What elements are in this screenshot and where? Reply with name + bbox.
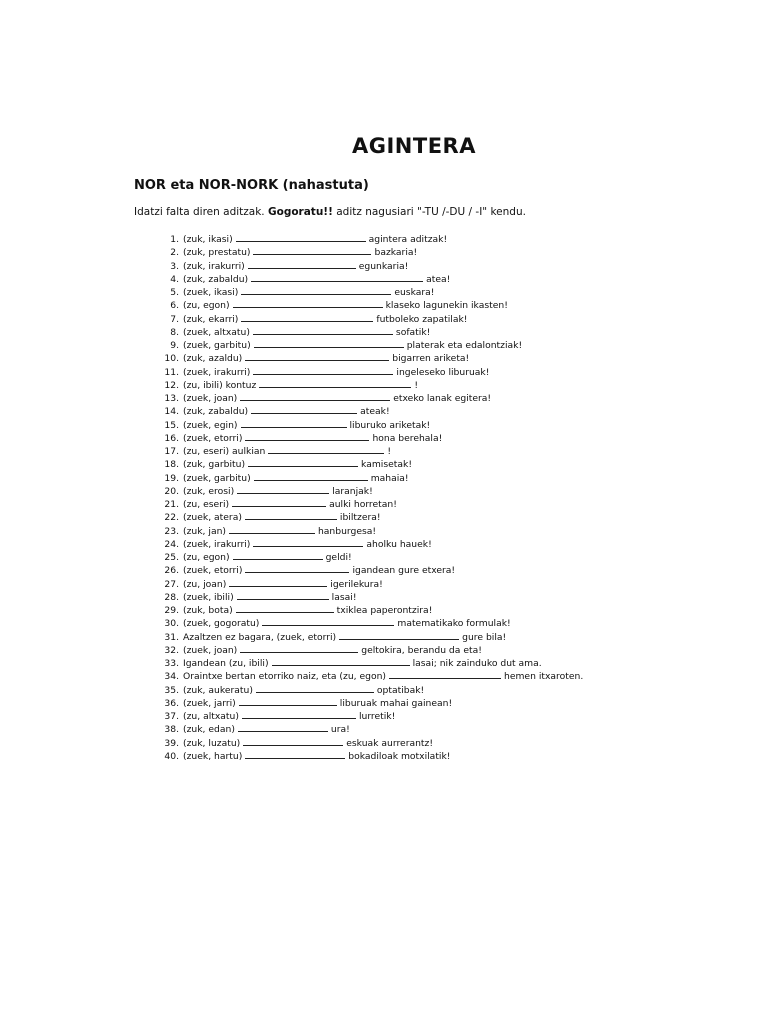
item-number: 28.: [164, 591, 179, 603]
item-number: 35.: [164, 684, 179, 696]
exercise-item: [145, 630, 583, 643]
answer-blank: [256, 683, 374, 693]
item-prompt: (zuk, bota): [183, 605, 233, 616]
exercise-item: [145, 497, 583, 510]
item-prompt: (zuek, jarri): [183, 697, 236, 709]
item-prompt: (zuek, atera): [183, 512, 242, 524]
item-number: 38.: [164, 724, 179, 736]
answer-blank: [272, 656, 410, 666]
item-prompt: (zuk, edan): [183, 724, 235, 736]
item-continuation: lasai; nik zainduko dut ama.: [412, 658, 542, 669]
exercise-item: [145, 338, 583, 351]
item-number: 22.: [164, 512, 179, 524]
answer-blank: [236, 603, 334, 613]
exercise-item: [145, 709, 583, 722]
exercise-item: [145, 365, 583, 378]
page-title: AGINTERA: [352, 134, 476, 158]
item-prompt: (zuek, ibili): [183, 591, 234, 603]
item-continuation: igandean gure etxera!: [352, 565, 456, 577]
item-number: 39.: [164, 737, 179, 749]
item-prompt: (zuk, luzatu): [183, 737, 241, 749]
item-continuation: ura!: [330, 724, 350, 736]
item-number: 14.: [164, 406, 179, 418]
item-continuation: lurretik!: [358, 711, 396, 722]
item-number: 40.: [164, 750, 179, 762]
item-number: 34.: [164, 671, 179, 683]
item-number: 29.: [164, 605, 179, 616]
item-prompt: (zuk, irakurri): [183, 260, 245, 272]
item-prompt: (zuek, irakurri): [183, 538, 251, 550]
exercise-item: [145, 457, 583, 470]
exercise-item: [145, 351, 583, 364]
answer-blank: [253, 365, 393, 375]
answer-blank: [248, 457, 358, 467]
answer-blank: [254, 338, 404, 348]
item-prompt: (zuek, garbitu): [183, 472, 251, 484]
answer-blank: [229, 524, 315, 534]
item-number: 13.: [164, 393, 179, 404]
item-prompt: Igandean (zu, ibili): [183, 658, 269, 669]
exercise-item: [145, 563, 583, 576]
item-continuation: liburuko ariketak!: [349, 419, 431, 431]
item-continuation: !: [414, 379, 418, 391]
item-number: 1.: [170, 234, 179, 245]
item-number: 8.: [170, 326, 179, 338]
item-prompt: (zuek, garbitu): [183, 340, 251, 351]
item-number: 9.: [170, 340, 179, 351]
exercise-item: [145, 524, 583, 537]
answer-blank: [245, 749, 345, 759]
answer-blank: [237, 484, 329, 494]
answer-blank: [240, 643, 358, 653]
item-prompt: (zuek, etorri): [183, 432, 243, 444]
item-number: 2.: [170, 247, 179, 259]
exercise-item: [145, 431, 583, 444]
exercise-item: [145, 391, 583, 404]
exercise-item: [145, 285, 583, 298]
answer-blank: [254, 471, 368, 481]
exercise-item: [145, 484, 583, 497]
item-prompt: (zu, ibili) kontuz: [183, 379, 257, 391]
item-prompt: (zuk, prestatu): [183, 247, 251, 259]
item-continuation: klaseko lagunekin ikasten!: [385, 300, 508, 312]
item-prompt: (zu, egon): [183, 552, 230, 563]
answer-blank: [229, 577, 327, 587]
answer-blank: [240, 391, 390, 401]
answer-blank: [242, 709, 356, 719]
item-continuation: geldi!: [325, 552, 352, 563]
item-continuation: ibiltzera!: [339, 512, 381, 524]
answer-blank: [236, 232, 366, 242]
item-prompt: (zu, egon): [183, 300, 230, 312]
instructions-text-1: Idatzi falta diren aditzak.: [134, 206, 268, 218]
answer-blank: [241, 418, 347, 428]
instructions-bold: Gogoratu!!: [267, 206, 333, 218]
item-continuation: platerak eta edalontziak!: [406, 340, 523, 351]
answer-blank: [389, 669, 501, 679]
answer-blank: [248, 259, 356, 269]
exercise-item: [145, 245, 583, 258]
item-number: 4.: [170, 273, 179, 285]
answer-blank: [243, 736, 343, 746]
answer-blank: [251, 272, 423, 282]
item-continuation: atea!: [426, 273, 451, 285]
item-number: 19.: [164, 472, 179, 484]
item-continuation: bazkaria!: [374, 247, 418, 259]
item-number: 3.: [170, 260, 179, 272]
item-continuation: bigarren ariketa!: [392, 353, 470, 365]
item-prompt: (zuek, gogoratu): [183, 618, 260, 630]
answer-blank: [245, 351, 389, 361]
answer-blank: [253, 245, 371, 255]
exercise-item: [145, 418, 583, 431]
item-number: 36.: [164, 697, 179, 709]
item-prompt: (zu, eseri): [183, 499, 230, 510]
exercise-item: [145, 590, 583, 603]
exercise-item: [145, 616, 583, 629]
item-number: 17.: [164, 446, 179, 457]
item-number: 26.: [164, 565, 179, 577]
exercise-item: [145, 537, 583, 550]
item-continuation: hanburgesa!: [317, 525, 377, 537]
item-prompt: (zu, joan): [183, 578, 227, 590]
item-number: 21.: [164, 499, 179, 510]
item-continuation: matematikako formulak!: [397, 618, 511, 630]
exercise-item: [145, 577, 583, 590]
item-continuation: gure bila!: [462, 631, 507, 643]
instructions-text-2: aditz nagusiari "-TU /-DU / -I" kendu.: [332, 206, 526, 218]
exercise-item: [145, 378, 583, 391]
item-prompt: (zuek, joan): [183, 644, 238, 656]
item-continuation: aulki horretan!: [329, 499, 397, 510]
item-continuation: mahaia!: [370, 472, 409, 484]
item-continuation: igerilekura!: [330, 578, 383, 590]
item-number: 18.: [164, 459, 179, 471]
answer-blank: [239, 696, 337, 706]
item-continuation: txiklea paperontzira!: [336, 605, 433, 616]
item-continuation: ateak!: [360, 406, 390, 418]
answer-blank: [245, 563, 349, 573]
exercise-item: [145, 550, 583, 563]
item-number: 24.: [164, 538, 179, 550]
item-prompt: (zuk, garbitu): [183, 459, 246, 471]
exercise-item: [145, 722, 583, 735]
answer-blank: [262, 616, 394, 626]
exercise-item: [145, 749, 583, 762]
item-prompt: Oraintxe bertan etorriko naiz, eta (zu, egon): [183, 671, 386, 683]
item-number: 15.: [164, 419, 179, 431]
item-prompt: (zuek, irakurri): [183, 366, 251, 378]
item-continuation: sofatik!: [395, 326, 431, 338]
answer-blank: [241, 285, 391, 295]
item-continuation: futboleko zapatilak!: [376, 313, 468, 325]
item-number: 11.: [164, 366, 179, 378]
answer-blank: [233, 298, 383, 308]
answer-blank: [232, 497, 326, 507]
item-continuation: agintera aditzak!: [368, 234, 448, 245]
exercise-item: [145, 298, 583, 311]
answer-blank: [237, 590, 329, 600]
item-number: 20.: [164, 485, 179, 497]
exercise-list: [145, 232, 583, 762]
item-number: 23.: [164, 525, 179, 537]
exercise-item: [145, 643, 583, 656]
exercise-item: [145, 603, 583, 616]
item-prompt: (zuk, zabaldu): [183, 406, 249, 418]
item-continuation: hemen itxaroten.: [504, 671, 584, 683]
exercise-item: [145, 325, 583, 338]
item-prompt: (zuk, azaldu): [183, 353, 243, 365]
exercise-item: [145, 696, 583, 709]
exercise-item: [145, 232, 583, 245]
exercise-item: [145, 736, 583, 749]
item-continuation: euskara!: [394, 287, 435, 298]
answer-blank: [238, 722, 328, 732]
answer-blank: [259, 378, 411, 388]
item-number: 37.: [164, 711, 179, 722]
exercise-item: [145, 259, 583, 272]
item-continuation: geltokira, berandu da eta!: [361, 644, 482, 656]
item-prompt: (zuk, aukeratu): [183, 684, 253, 696]
item-continuation: aholku hauek!: [366, 538, 432, 550]
item-number: 5.: [170, 287, 179, 298]
item-continuation: laranjak!: [332, 485, 373, 497]
exercise-item: [145, 272, 583, 285]
answer-blank: [253, 537, 363, 547]
page-subtitle: NOR eta NOR-NORK (nahastuta): [134, 178, 369, 193]
answer-blank: [253, 325, 393, 335]
item-prompt: (zuek, ikasi): [183, 287, 239, 298]
item-prompt: (zuek, hartu): [183, 750, 243, 762]
exercise-item: [145, 510, 583, 523]
answer-blank: [241, 312, 373, 322]
item-prompt: (zuk, ikasi): [183, 234, 233, 245]
item-prompt: (zu, eseri) aulkian: [183, 446, 266, 457]
item-number: 32.: [164, 644, 179, 656]
item-prompt: (zuek, etorri): [183, 565, 243, 577]
item-prompt: (zu, altxatu): [183, 711, 239, 722]
item-prompt: (zuk, zabaldu): [183, 273, 249, 285]
item-prompt: (zuk, erosi): [183, 485, 235, 497]
exercise-item: [145, 404, 583, 417]
item-prompt: (zuek, egin): [183, 419, 238, 431]
item-number: 27.: [164, 578, 179, 590]
instructions: [134, 206, 526, 218]
item-number: 12.: [164, 379, 179, 391]
item-continuation: etxeko lanak egitera!: [393, 393, 492, 404]
item-number: 7.: [170, 313, 179, 325]
exercise-item: [145, 471, 583, 484]
item-continuation: eskuak aurrerantz!: [346, 737, 434, 749]
exercise-item: [145, 444, 583, 457]
item-continuation: optatibak!: [376, 684, 425, 696]
item-number: 30.: [164, 618, 179, 630]
item-prompt: (zuek, joan): [183, 393, 238, 404]
item-continuation: lasai!: [331, 591, 357, 603]
answer-blank: [251, 404, 357, 414]
item-number: 6.: [170, 300, 179, 312]
item-prompt: (zuk, jan): [183, 525, 226, 537]
answer-blank: [245, 510, 337, 520]
item-number: 33.: [164, 658, 179, 669]
exercise-item: [145, 312, 583, 325]
item-number: 31.: [164, 631, 179, 643]
item-continuation: bokadiloak motxilatik!: [348, 750, 451, 762]
answer-blank: [233, 550, 323, 560]
item-continuation: !: [387, 446, 392, 457]
item-prompt: Azaltzen ez bagara, (zuek, etorri): [183, 631, 337, 643]
item-prompt: (zuk, ekarri): [183, 313, 239, 325]
item-continuation: ingeleseko liburuak!: [396, 366, 490, 378]
item-continuation: liburuak mahai gainean!: [339, 697, 453, 709]
item-prompt: (zuek, altxatu): [183, 326, 250, 338]
answer-blank: [268, 444, 384, 454]
answer-blank: [339, 630, 459, 640]
answer-blank: [245, 431, 369, 441]
item-number: 25.: [164, 552, 179, 563]
item-continuation: hona berehala!: [372, 432, 443, 444]
item-continuation: egunkaria!: [358, 260, 409, 272]
item-number: 10.: [164, 353, 179, 365]
exercise-item: [145, 683, 583, 696]
exercise-item: [145, 656, 583, 669]
item-continuation: kamisetak!: [361, 459, 412, 471]
exercise-item: [145, 669, 583, 682]
item-number: 16.: [164, 432, 179, 444]
